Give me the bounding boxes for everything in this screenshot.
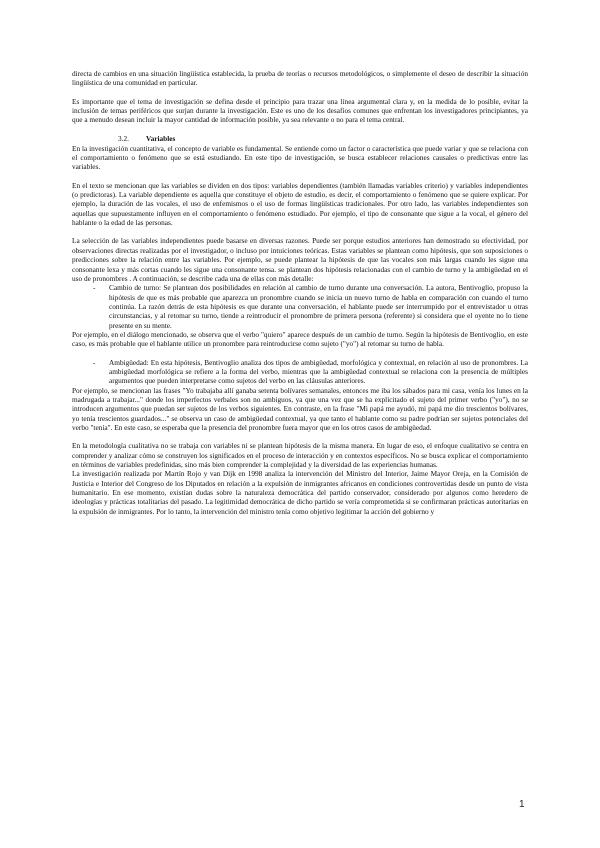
list-bullet: -: [93, 357, 96, 367]
paragraph-example-turn: Por ejemplo, en el diálogo mencionado, se observa que el verbo "quiero" aparece después de un cambio de turno. Según la hipótesis de Bentivoglio, en este caso, es más probable que el hablante utilice un pronombre para reintroducirse como sujeto ("yo") al retomar su turno de habla.: [72, 329, 528, 349]
paragraph-quantitative: En la investigación cuantitativa, el concepto de variable es fundamental. Se entiende como un factor o característica que puede variar y que se relaciona con el comportamiento o fenómeno que se está estudiando. En este tipo de investigación, se busca establecer relaciones causales o predictivas entre las variables.: [72, 143, 528, 172]
list-item-text: Cambio de turno: Se plantean dos posibilidades en relación al cambio de turno durante una conversación. La autora, Bentivoglio, propuso la hipótesis de que es más probable que aparezca un pronombre cuando se inicia un nuevo turno de habla en comparación con cuando el turno continúa. La razón detrás de esta hipótesis es que durante una conversación, el hablante puede ser interrumpido por el entrevistador u otras circunstancias, y al retomar su turno, tiende a reintroducir el pronombre de primera persona (referente) si considera que el oyente no lo tiene presente en su mente.: [109, 283, 528, 330]
paragraph-intro-continuation: directa de cambios en una situación lingüística establecida, la prueba de teorías o recursos metodológicos, o simplemente el deseo de describir la situación lingüística de una comunidad en particular.: [72, 69, 528, 88]
document-body: [72, 69, 528, 516]
paragraph-qualitative: En la metodología cualitativa no se trabaja con variables ni se plantean hipótesis de la misma manera. En lugar de eso, el enfoque cualitativo se centra en comprender y analizar cómo se construyen los significados en el proceso de interacción y en contextos específicos. No se busca explicar el comportamiento en términos de variables predefinidas, sino más bien comprender la complejidad y la diversidad de las experiencias humanas.: [72, 441, 528, 470]
paragraph-topic-importance: Es importante que el tema de investigación se defina desde el principio para trazar una línea argumental clara y, en la medida de lo posible, evitar la inclusión de temas periféricos que surjan durante la investigación. Este es uno de los desafíos comunes que enfrentan los investigadores principiantes, ya que a menudo desean incluir la mayor cantidad de información posible, ya sea relevante o no para el tema central.: [72, 96, 528, 125]
paragraph-variable-types: En el texto se mencionan que las variables se dividen en dos tipos: variables dependientes (también llamadas variables criterio) y variables independientes (o predictoras). La variable dependiente es aquella que constituye el objeto de estudio, es decir, el comportamiento o fenómeno que se quiere explicar. Por ejemplo, la duración de las vocales, el uso de enfemismos o el uso de formas lingüísticas tradicionales. Por otro lado, las variables independientes son aquellas que supuestamente influyen en el comportamiento o fenómeno estudiado. Por ejemplo, el tipo de consonante que sigue a la vocal, el género del hablante o la edad de las personas.: [72, 180, 528, 228]
page-number: 1: [519, 799, 525, 810]
section-heading: [72, 134, 528, 144]
list-item-turn-change: [72, 283, 528, 330]
section-title: Variables: [146, 133, 176, 143]
list-bullet: -: [93, 283, 96, 293]
paragraph-research-case: La investigación realizada por Martín Rojo y van Dijk en 1998 analiza la intervención del Ministro del Interior, Jaime Mayor Oreja, en la Comisión de Justicia e Interior del Congreso de los Diputados en relación a la expulsión de inmigrantes africanos en condiciones controvertidas desde un punto de vista humanitario. En ese momento, existían dudas sobre la naturaleza democrática del partido conservador, considerado por algunos como heredero de ideologías y prácticas totalitarias del pasado. La legitimidad democrática de dicho partido se vería comprometida si se confirmaran prácticas autoritarias en la expulsión de inmigrantes. Por lo tanto, la intervención del ministro tenía como objetivo legitimar la acción del gobierno y: [72, 469, 528, 516]
paragraph-variable-selection: La selección de las variables independientes puede basarse en diversas razones. Puede ser porque estudios anteriores han demostrado su efectividad, por observaciones directas realizadas por el investigador, o incluso por intuiciones teóricas. Estas variables se plantean como hipótesis, que son suposiciones o predicciones sobre la relación entre las variables. Por ejemplo, se puede plantear la hipótesis de que las vocales son más largas cuando les sigue una consonante lexa y más cortas cuando les sigue una consonante tensa. se plantean dos hipótesis relacionadas con el cambio de turno y la ambigüedad en el uso de pronombres . A continuación, se describe cada una de ellas con más detalle:: [72, 236, 528, 283]
section-number: 3.2.: [118, 133, 129, 143]
list-item-ambiguity: [72, 358, 528, 386]
paragraph-example-ambiguity: Por ejemplo, se mencionan las frases "Yo trabajaba allí ganaba setenta bolívares semanales, entonces me iba los sábados para mi casa, venía los lunes en la madrugada a trabajar..." donde los imperfectos verbales son no ambiguos, ya que una vez que se ha explicitado el sujeto del primer verbo ("yo"), no se introducen argumentos que puedan ser sujetos de los verbos siguientes. En contraste, en la frase "Mi papá me ayudó, mi papá me dio trescientos bolívares, yo tenía trescientos guardados..." se observa un caso de ambigüedad contextual, ya que tanto el hablante como su padre podrían ser sujetos potenciales del verbo "tenía". En este caso, se esperaba que la presencia del pronombre fuera mayor que en los otros casos de ambigüedad.: [72, 385, 528, 432]
list-item-text: Ambigüedad: En esta hipótesis, Bentivoglio analiza dos tipos de ambigüedad, morfológica y contextual, en relación al uso de pronombres. La ambigüedad morfológica se refiere a la forma del verbo, mientras que la ambigüedad contextual se relaciona con la presencia de múltiples argumentos que pueden interpretarse como sujetos del verbo en las cláusulas anteriores.: [109, 357, 528, 386]
